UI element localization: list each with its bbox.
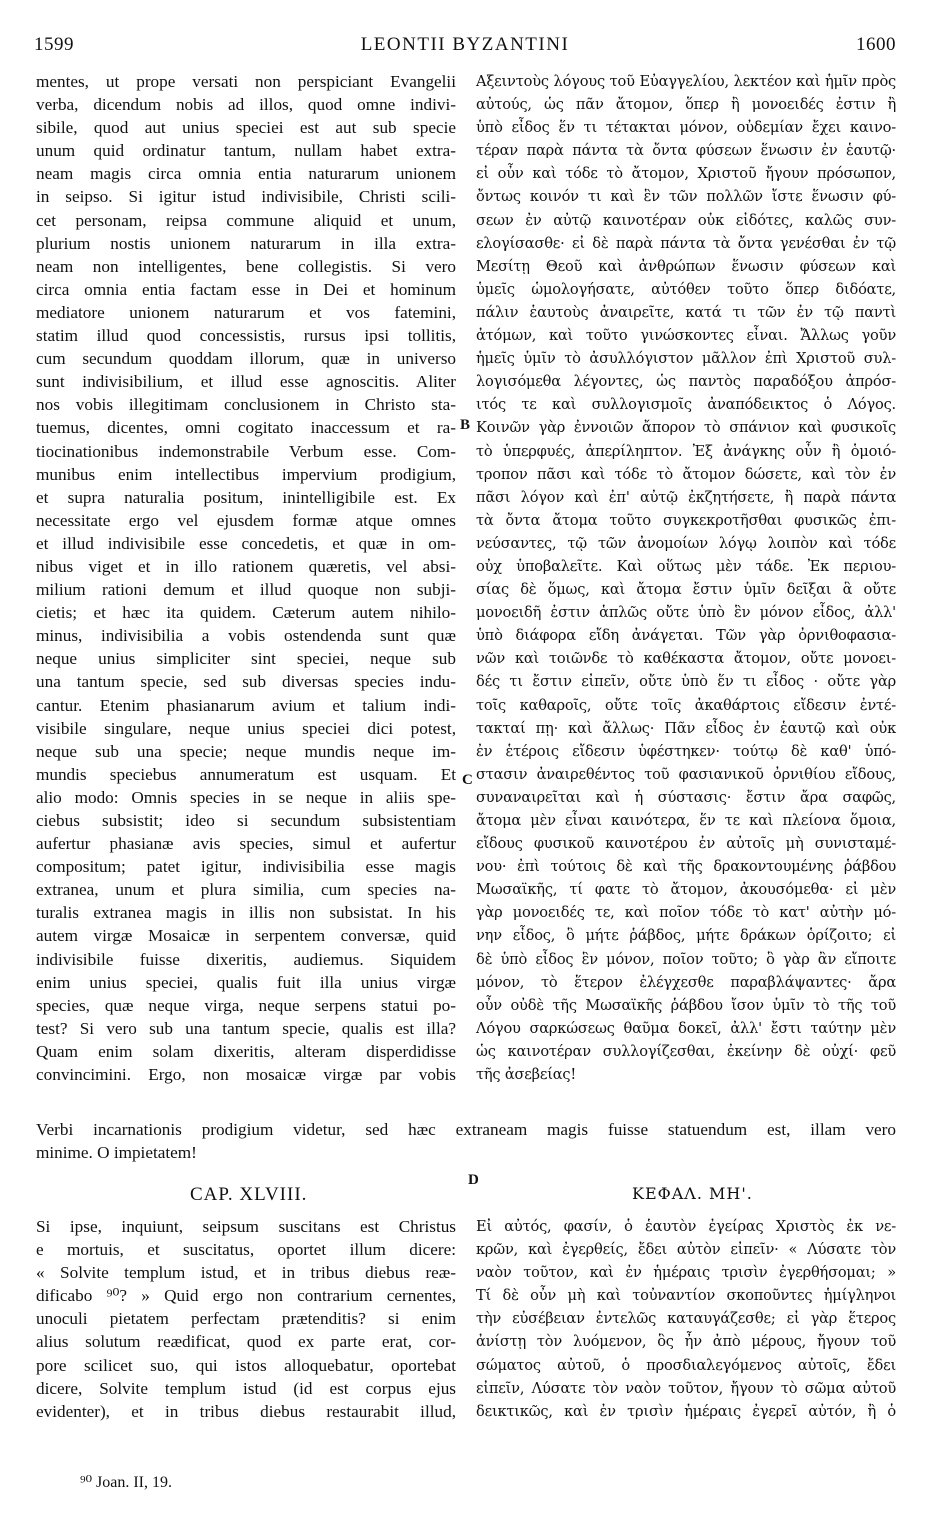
- text-line: verba, dicendum nobis ad illos, quod omne indivi-: [36, 95, 456, 115]
- text-line: τῆς ἀσεβείας!: [476, 1066, 577, 1084]
- text-line: σεων ἐν αὐτῷ καινοτέραν οὐκ εἰδότες, καλῶς συν-: [476, 211, 896, 229]
- text-line: Κοινῶν γὰρ ἐννοιῶν ἄπορον τὸ σπάνιον καὶ φυσικοῖς: [476, 419, 896, 437]
- text-line: sibile, quod aut unius speciei est aut sub specie: [36, 118, 456, 138]
- text-line: Τί δὲ οὖν μὴ καὶ τοὐναντίον σκοποῦντες ἡμίγληνοι: [476, 1287, 896, 1305]
- text-line: neam non intelligentes, bene collegistis. Si vero: [36, 256, 456, 276]
- text-line: ελογίσασθε· εἰ δὲ παρὰ πάντα τὰ ὄντα γενέσθαι ἐν τῷ: [476, 234, 896, 252]
- text-line: mundis speciebus annumeratum est usquam. Et: [36, 764, 456, 784]
- text-line: ιτός τε καὶ συλλογισμοῖς ἀναπόδεικτος ὁ Λόγος.: [476, 396, 896, 414]
- text-line: ὑπὸ εἶδος ἕν τι τέτακται μόνον, οὐδεμίαν ἔχει καινο-: [476, 119, 896, 137]
- text-line: πᾶσι λόγον καὶ ἐπ' αὐτῷ ἐκζητήσετε, ἢ παρὰ πάντα: [476, 488, 896, 506]
- text-line: neque sub una specie; neque mundis neque im-: [36, 741, 456, 761]
- text-line: compositum; patet igitur, indivisibilia esse magis: [36, 857, 456, 877]
- text-line: pore scilicet suo, qui istos alloquebatur, oportebat: [36, 1355, 456, 1375]
- text-line: alius solutum reædificat, quod ex parte erat, cor-: [36, 1332, 456, 1352]
- text-line: ἡμεῖς ὑμῖν τὸ ἀσυλλόγιστον μᾶλλον ἐπὶ Χριστοῦ συλ-: [476, 350, 896, 368]
- text-line: ὑμεῖς ὡμολογήσατε, αὐτόθεν τοῦτο ὅπερ διδόατε,: [476, 280, 896, 298]
- text-line: Quam enim solam dixeritis, alteram disperdidisse: [36, 1041, 456, 1061]
- chapter-heading-greek: ΚΕΦΑΛ. ΜΗ'.: [632, 1184, 753, 1203]
- text-line: sunt indivisibilium, et illud esse agnoscitis. Aliter: [36, 372, 456, 392]
- text-line: εἰπεῖν, Λύσατε τὸν ναὸν τοῦτον, ἤγουν τὸ σῶμα αὐτοῦ: [476, 1379, 896, 1397]
- text-line: ὑπὸ διάφορα εἴδη ἀνάγεται. Τῶν γὰρ ὀρνιθοφασια-: [476, 627, 896, 645]
- text-line: aufertur phasianæ avis species, simul et aufertur: [36, 834, 456, 854]
- text-line: una tantum specie, sed sub diversas species indu-: [36, 672, 456, 692]
- text-line: milium rationi demum et illud quoque non subji-: [36, 580, 456, 600]
- text-line: et illud indivisibile esse concedetis, et quæ in om-: [36, 533, 456, 553]
- text-line: πάλιν ἑαυτοὺς ἀναιρεῖτε, κατά τι τῶν ἐν τῷ παντὶ: [476, 303, 896, 321]
- text-line: συναναιρεῖται καὶ ἡ σύστασις· ἔστιν ἄρα σαφῶς,: [476, 788, 896, 806]
- text-line: autem virgæ Mosaicæ in serpentem conversæ, quid: [36, 926, 456, 946]
- text-line: ἐν ἑτέροις εἴδεσιν ὑφέστηκεν· τούτῳ δὲ καθ' ὑπό-: [476, 742, 896, 760]
- text-line: τὸ ὑπερφυές, ἀπερίληπτον. Ἐξ ἀνάγκης οὖν ἢ ὁμοιό-: [476, 442, 896, 460]
- text-line: Si ipse, inquiunt, seipsum suscitans est Christus: [36, 1217, 456, 1236]
- text-line: turalis extranea magis in illis non subsistat. In his: [36, 903, 456, 923]
- text-line: ὄντως κοινόν τι καὶ ἓν τῶν πολλῶν ἴστε ἕνωσιν φύ-: [476, 188, 896, 206]
- text-line: nibus viget et in illo rationem quæretis, vel absi-: [36, 556, 456, 576]
- page-header: [34, 34, 896, 64]
- text-line: Λόγου σαρκώσεως θαῦμα δοκεῖ, ἀλλ' ἔστι ταύτην μὲν: [476, 1019, 896, 1037]
- text-line: ciebus subsistit; ideo si secundum subsistentiam: [36, 811, 456, 830]
- text-line: species, quæ neque virga, neque serpens statui po-: [36, 995, 456, 1015]
- text-line: mentes, ut prope versati non perspiciant Evangelii: [36, 72, 456, 91]
- text-line: enim unius speciei, qualis fuit illa unius virgæ: [36, 972, 456, 992]
- text-line: statim illud quod concessistis, rursus ipsi tollitis,: [36, 326, 456, 346]
- text-line: convincimini. Ergo, non mosaicæ virgæ par vobis: [36, 1065, 456, 1085]
- text-line: τακταί πῃ· καὶ ἄλλως· Πᾶν εἶδος ἐν ἑαυτῷ καὶ οὐκ: [476, 719, 896, 737]
- text-line: et supra naturalia positum, inintelligibile est. Ex: [36, 487, 456, 507]
- text-line: extranea, unum et plura similia, cum species na-: [36, 880, 456, 900]
- text-line: κρῶν, καὶ ἐγερθείς, ἔδει αὐτὸν εἰπεῖν· « Λύσατε τὸν: [476, 1241, 896, 1259]
- text-line: nos vobis illegitimam conclusionem in Christo sta-: [36, 395, 456, 415]
- text-line: μόνον, τὸ ἕτερον ἐλέγχεσθε παραβλάψαντες· ἄρα: [476, 973, 896, 991]
- section-marker-b: B: [460, 417, 471, 433]
- text-line: τὴν εὐσέβειαν ἐντελῶς καταυγάζεσθε; εἰ γὰρ ἕτερος: [476, 1310, 896, 1328]
- text-line: εἰ οὖν καὶ τόδε τὸ ἄτομον, Χριστοῦ ἤγουν πρόσωπον,: [476, 165, 896, 183]
- section-marker-c: C: [462, 772, 473, 788]
- text-line: cantur. Etenim phasianarum avium et talium indi-: [36, 695, 456, 715]
- text-line: indivisibile fuisse dixeritis, audiemus. Siquidem: [36, 949, 456, 969]
- text-line: νου· ἐπὶ τούτοις δὲ καὶ τῆς δρακοντουμένης ῥάβδου: [476, 858, 896, 876]
- text-line: unoculi pietatem perfectam prætenditis? si enim: [36, 1309, 456, 1329]
- text-line: plurium nostis unionem naturarum in illa extra-: [36, 233, 456, 253]
- text-line: unum quid ordinatur tantum, nullam habet extra-: [36, 141, 456, 161]
- text-line: ναὸν τοῦτον, καὶ ἐν ἡμέραις τρισὶν ἐγερθήσομαι; »: [476, 1264, 896, 1282]
- text-line: στασιν ἀναιρεθέντος τοῦ φασιανικοῦ ὀρνιθίου εἴδους,: [476, 765, 896, 783]
- text-line: λογισόμεθα λέγοντες, ὡς παντὸς παραδόξου ἀπρόσ-: [476, 373, 896, 391]
- text-line: νεύσαντες, τῷ τῶν ἀνομοίων λόγῳ λοιπὸν καὶ τόδε: [476, 534, 896, 552]
- page-number-left: 1599: [34, 34, 74, 55]
- text-line: τὰ ὄντα ἄτομα τοῦτο συγκεκροτῆσθαι φυσικῶς ἐπι-: [476, 511, 896, 529]
- greek-column-top: [476, 70, 896, 1086]
- text-line: ὡς καινοτέραν συλλογίζεσθαι, ἐκείνην δὲ οὐχί· φεῦ: [476, 1042, 896, 1060]
- chapter-heading-latin: CAP. XLVIII.: [190, 1184, 308, 1205]
- text-line: necessitate ergo vel ejusdem formæ atque omnes: [36, 510, 456, 530]
- text-line: tuemus, dicentes, omni cogitato inaccessum et ra-: [36, 418, 456, 438]
- text-line: neque unius simpliciter sint speciei, neque sub: [36, 649, 456, 669]
- text-line: γὰρ μονοειδές τε, καὶ ποῖον τόδε τὸ κατ' αὐτὴν μό-: [476, 904, 896, 922]
- text-line: cum secundum quoddam illorum, quæ in universo: [36, 349, 456, 369]
- text-line: minus, indivisibilia a vobis ostendenda sunt quæ: [36, 626, 456, 646]
- text-line: cietis; et hæc ita quidem. Cæterum autem nihilo-: [36, 603, 456, 623]
- text-line: ἄτομα μὲν εἶναι καινότερα, ἕν τε καὶ πλείονα ὅμοια,: [476, 812, 896, 829]
- text-line: Verbi incarnationis prodigium videtur, sed hæc extraneam magis fuisse statuendum est, illam vero: [36, 1120, 896, 1139]
- text-line: Εἰ αὐτός, φασίν, ὁ ἑαυτὸν ἐγείρας Χριστὸς ἐκ νε-: [476, 1218, 896, 1235]
- text-line: munibus enim intellectibus impervium prodigium,: [36, 464, 456, 484]
- text-line: circa omnia entia factam esse in Dei et hominum: [36, 279, 456, 299]
- page-number-right: 1600: [856, 34, 896, 55]
- text-line: εἴδους φυσικοῦ καινοτέρου ἐν αὐτοῖς μὴ συνισταμέ-: [476, 835, 896, 853]
- text-line: σώματος αὐτοῦ, ὁ προσδιαλεγόμενος αὐτοῖς, ἔδει: [476, 1356, 896, 1374]
- text-line: μονοειδῆ ἐστιν ἁπλῶς οὔτε ὑπὸ ἓν μόνον εἶδος, ἀλλ': [476, 604, 896, 622]
- text-line: δεικτικῶς, καὶ ἐν τρισὶν ἡμέραις ἐγερεῖ αὐτόν, ἢ ὁ: [476, 1402, 896, 1420]
- greek-column-bottom: [476, 1215, 896, 1423]
- text-line: evidenter), et in tribus diebus restaurabit illud,: [36, 1401, 456, 1421]
- text-line: visibile singulare, neque unius speciei dici potest,: [36, 718, 456, 738]
- text-line: δές τι ἔστιν εἰπεῖν, οὔτε ὑπὸ ἕν τι εἶδος · οὔτε γὰρ: [476, 673, 896, 691]
- text-line: e mortuis, et suscitatus, oportet illum dicere:: [36, 1240, 456, 1260]
- latin-full-width-paragraph: [36, 1118, 896, 1164]
- text-line: Μωσαϊκῆς, τί φατε τὸ ἄτομον, ἀκουσόμεθα· εἰ μὲν: [476, 881, 896, 899]
- text-line: οὐχ ὑποβαλεῖτε. Καὶ οὕτως μὲν τάδε. Ἐκ περιου-: [476, 557, 896, 575]
- text-line: minime. O impietatem!: [36, 1143, 197, 1163]
- text-line: νῶν καὶ τοιῶνδε τὸ καθέκαστα ἄτομον, οὔτε μονοει-: [476, 650, 896, 668]
- text-line: dicere, Solvite templum istud (id est corpus ejus: [36, 1378, 456, 1398]
- text-line: Αξειντοὺς λόγους τοῦ Εὐαγγελίου, λεκτέον καὶ ἡμῖν πρὸς: [476, 73, 896, 90]
- text-line: τοῖς καθαροῖς, οὔτε τοῖς ἀκαθάρτοις εἴδεσιν ἐντέ-: [476, 696, 896, 714]
- footnote: ⁹⁰ Joan. II, 19.: [80, 1474, 172, 1491]
- text-line: ἀνίστῃ τὸν λυόμενον, ὃς ἦν ἀπὸ μέρους, ἤγουν τοῦ: [476, 1333, 896, 1351]
- text-line: ἀτόμων, καὶ τοῦτο γινώσκοντες εἶναι. Ἄλλως γοῦν: [476, 327, 896, 345]
- text-line: tiocinationibus indemonstrabile Verbum esse. Com-: [36, 441, 456, 461]
- text-line: οὖν οὐδὲ τῆς Μωσαϊκῆς ῥάβδου ἴσον ὑμῖν τὸ τῆς τοῦ: [476, 996, 896, 1014]
- section-marker-d: D: [468, 1172, 479, 1188]
- text-line: in seipso. Si igitur istud indivisibile, Christi scili-: [36, 187, 456, 207]
- text-line: cet personam, reipsa commune aliquid et unum,: [36, 210, 456, 230]
- text-line: dificabo ⁹⁰? » Quid ergo non contrarium cernentes,: [36, 1286, 456, 1306]
- text-line: mediatore unionem naturarum et vos fatemini,: [36, 302, 456, 322]
- latin-column-top: [36, 70, 456, 1086]
- text-line: τροπον πᾶσι καὶ τόδε τὸ ἄτομον δώσετε, καὶ τὸν ἐν: [476, 465, 896, 483]
- text-line: νην εἶδος, ὃ μήτε ῥάβδος, μήτε δράκων ὁρίζοιτο; εἰ: [476, 927, 896, 945]
- text-line: τέραν παρὰ πάντα τὰ ὄντα φύσεων ἕνωσιν ἐν ἑαυτῷ·: [476, 142, 896, 160]
- text-line: test? Si vero sub una tantum specie, qualis est illa?: [36, 1018, 456, 1038]
- text-line: neam magis circa omnia entia naturarum unionem: [36, 164, 456, 184]
- latin-column-bottom: [36, 1215, 456, 1423]
- text-line: Μεσίτῃ Θεοῦ καὶ ἀνθρώπων ἕνωσιν φύσεων καὶ: [476, 257, 896, 275]
- text-line: « Solvite templum istud, et in tribus diebus reæ-: [36, 1263, 456, 1283]
- text-line: δὲ ὑπὸ εἶδος ἓν μόνον, ποῖον τοῦτο; ὃ γὰρ ἂν εἴποιτε: [476, 950, 896, 968]
- running-title: LEONTII BYZANTINI: [360, 34, 570, 55]
- text-line: σίας δὲ ὅμως, καὶ ἄτομα ἔστιν ὑμῖν δεῖξαι ἃ οὔτε: [476, 581, 896, 599]
- text-line: alio modo: Omnis species in se neque in aliis spe-: [36, 787, 456, 807]
- text-line: αὐτούς, ὡς πᾶν ἄτομον, ὅπερ ἢ μονοειδές ἐστιν ἢ: [476, 96, 896, 114]
